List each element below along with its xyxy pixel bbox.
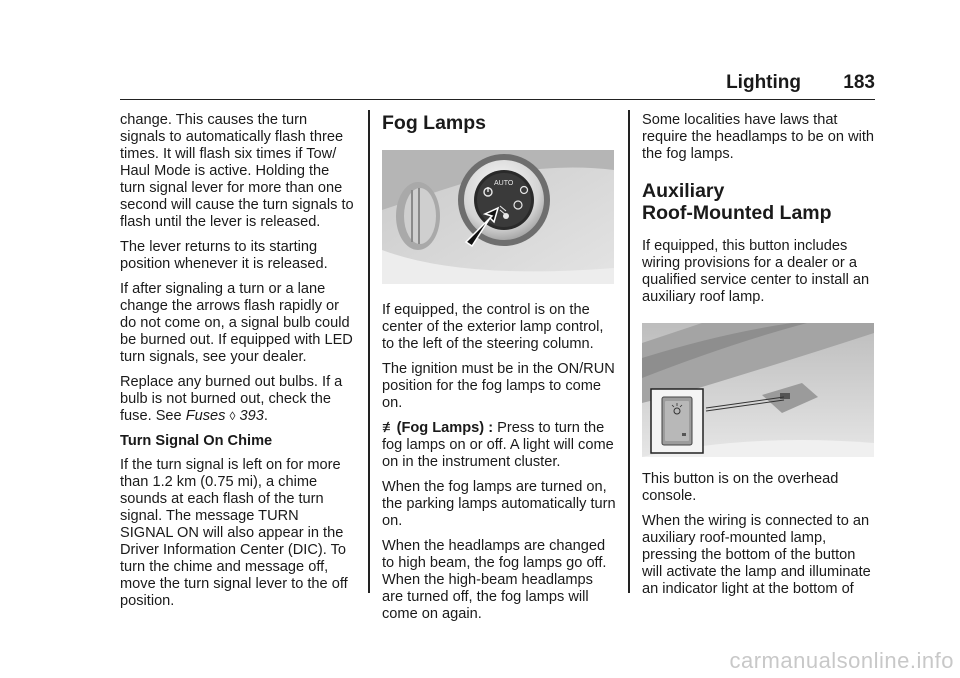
paragraph — [120, 374, 354, 425]
paragraph: This button is on the overhead console. — [642, 471, 839, 504]
paragraph: If equipped, this button includes wiring provisions for a dealer or a qualified service center to install an auxiliary roof lamp. — [642, 238, 870, 305]
paragraph: When the fog lamps are turned on, the parking lamps automatically turn on. — [382, 479, 616, 529]
roof-lamp-button-figure — [642, 323, 874, 457]
paragraph: When the headlamps are changed to high beam, the fog lamps go off. When the high-beam headlamps are turned off, the fog lamps will come on again. — [382, 538, 607, 622]
paragraph: If the turn signal is left on for more than 1.2 km (0.75 mi), a chime sounds at each flash of the turn signal. The message TURN SIGNAL ON will also appear in the Driver Information Center (DIC). To turn the chime and message off, move the turn signal lever to the off position. — [120, 457, 348, 609]
paragraph — [382, 420, 616, 471]
paragraph-text: Replace any burned out bulbs. If a bulb is not burned out, check the fuse. See — [120, 374, 343, 424]
fog-lamp-icon: ≢ — [382, 420, 397, 436]
page-header — [120, 68, 875, 100]
paragraph: The lever returns to its starting position whenever it is released. — [120, 239, 328, 272]
section-heading — [642, 180, 876, 224]
column-1 — [120, 112, 354, 618]
heading-line: Auxiliary — [642, 180, 725, 202]
paragraph: If equipped, the control is on the center of the exterior lamp control, to the left of the steering column. — [382, 302, 604, 352]
paragraph: When the wiring is connected to an auxiliary roof-mounted lamp, pressing the bottom of the button will activate the lamp and illuminate an indicator light at the bottom of — [642, 513, 871, 597]
section-heading: Fog Lamps — [382, 112, 487, 134]
heading-line: Roof-Mounted Lamp — [642, 202, 832, 224]
paragraph-text: Press to turn the fog lamps on or off. A light will come on in the instrument cluster. — [382, 420, 614, 470]
paragraph: If after signaling a turn or a lane change the arrows flash rapidly or do not come on, a signal bulb could be burned out. If equipped with LED turn signals, see your dealer. — [120, 281, 353, 365]
page-ref-arrow-icon: ◊ — [229, 409, 236, 423]
fog-lamp-control-figure — [382, 150, 614, 284]
column-3 — [642, 112, 876, 606]
knob-label: AUTO — [494, 180, 514, 187]
subheading: Turn Signal On Chime — [120, 433, 273, 449]
section-title: Lighting — [726, 72, 801, 93]
paragraph-end: . — [263, 408, 268, 424]
column-divider — [628, 110, 630, 593]
paragraph: change. This causes the turn signals to automatically flash three times. It will flash six times if Tow/ Haul Mode is active. Holding the turn signal lever for more than one second will cause the turn signals to flash until the lever is released. — [120, 112, 354, 230]
watermark: carmanualsonline.info — [729, 648, 954, 673]
column-2 — [382, 112, 616, 631]
fuses-link[interactable]: Fuses — [185, 408, 226, 424]
paragraph: Some localities have laws that require the headlamps to be on with the fog lamps. — [642, 112, 875, 162]
column-divider — [368, 110, 370, 593]
paragraph: The ignition must be in the ON/RUN position for the fog lamps to come on. — [382, 361, 615, 411]
term-label: (Fog Lamps) : — [396, 420, 494, 436]
page-ref-link[interactable]: 393 — [239, 408, 264, 424]
page-number: 183 — [843, 72, 875, 93]
